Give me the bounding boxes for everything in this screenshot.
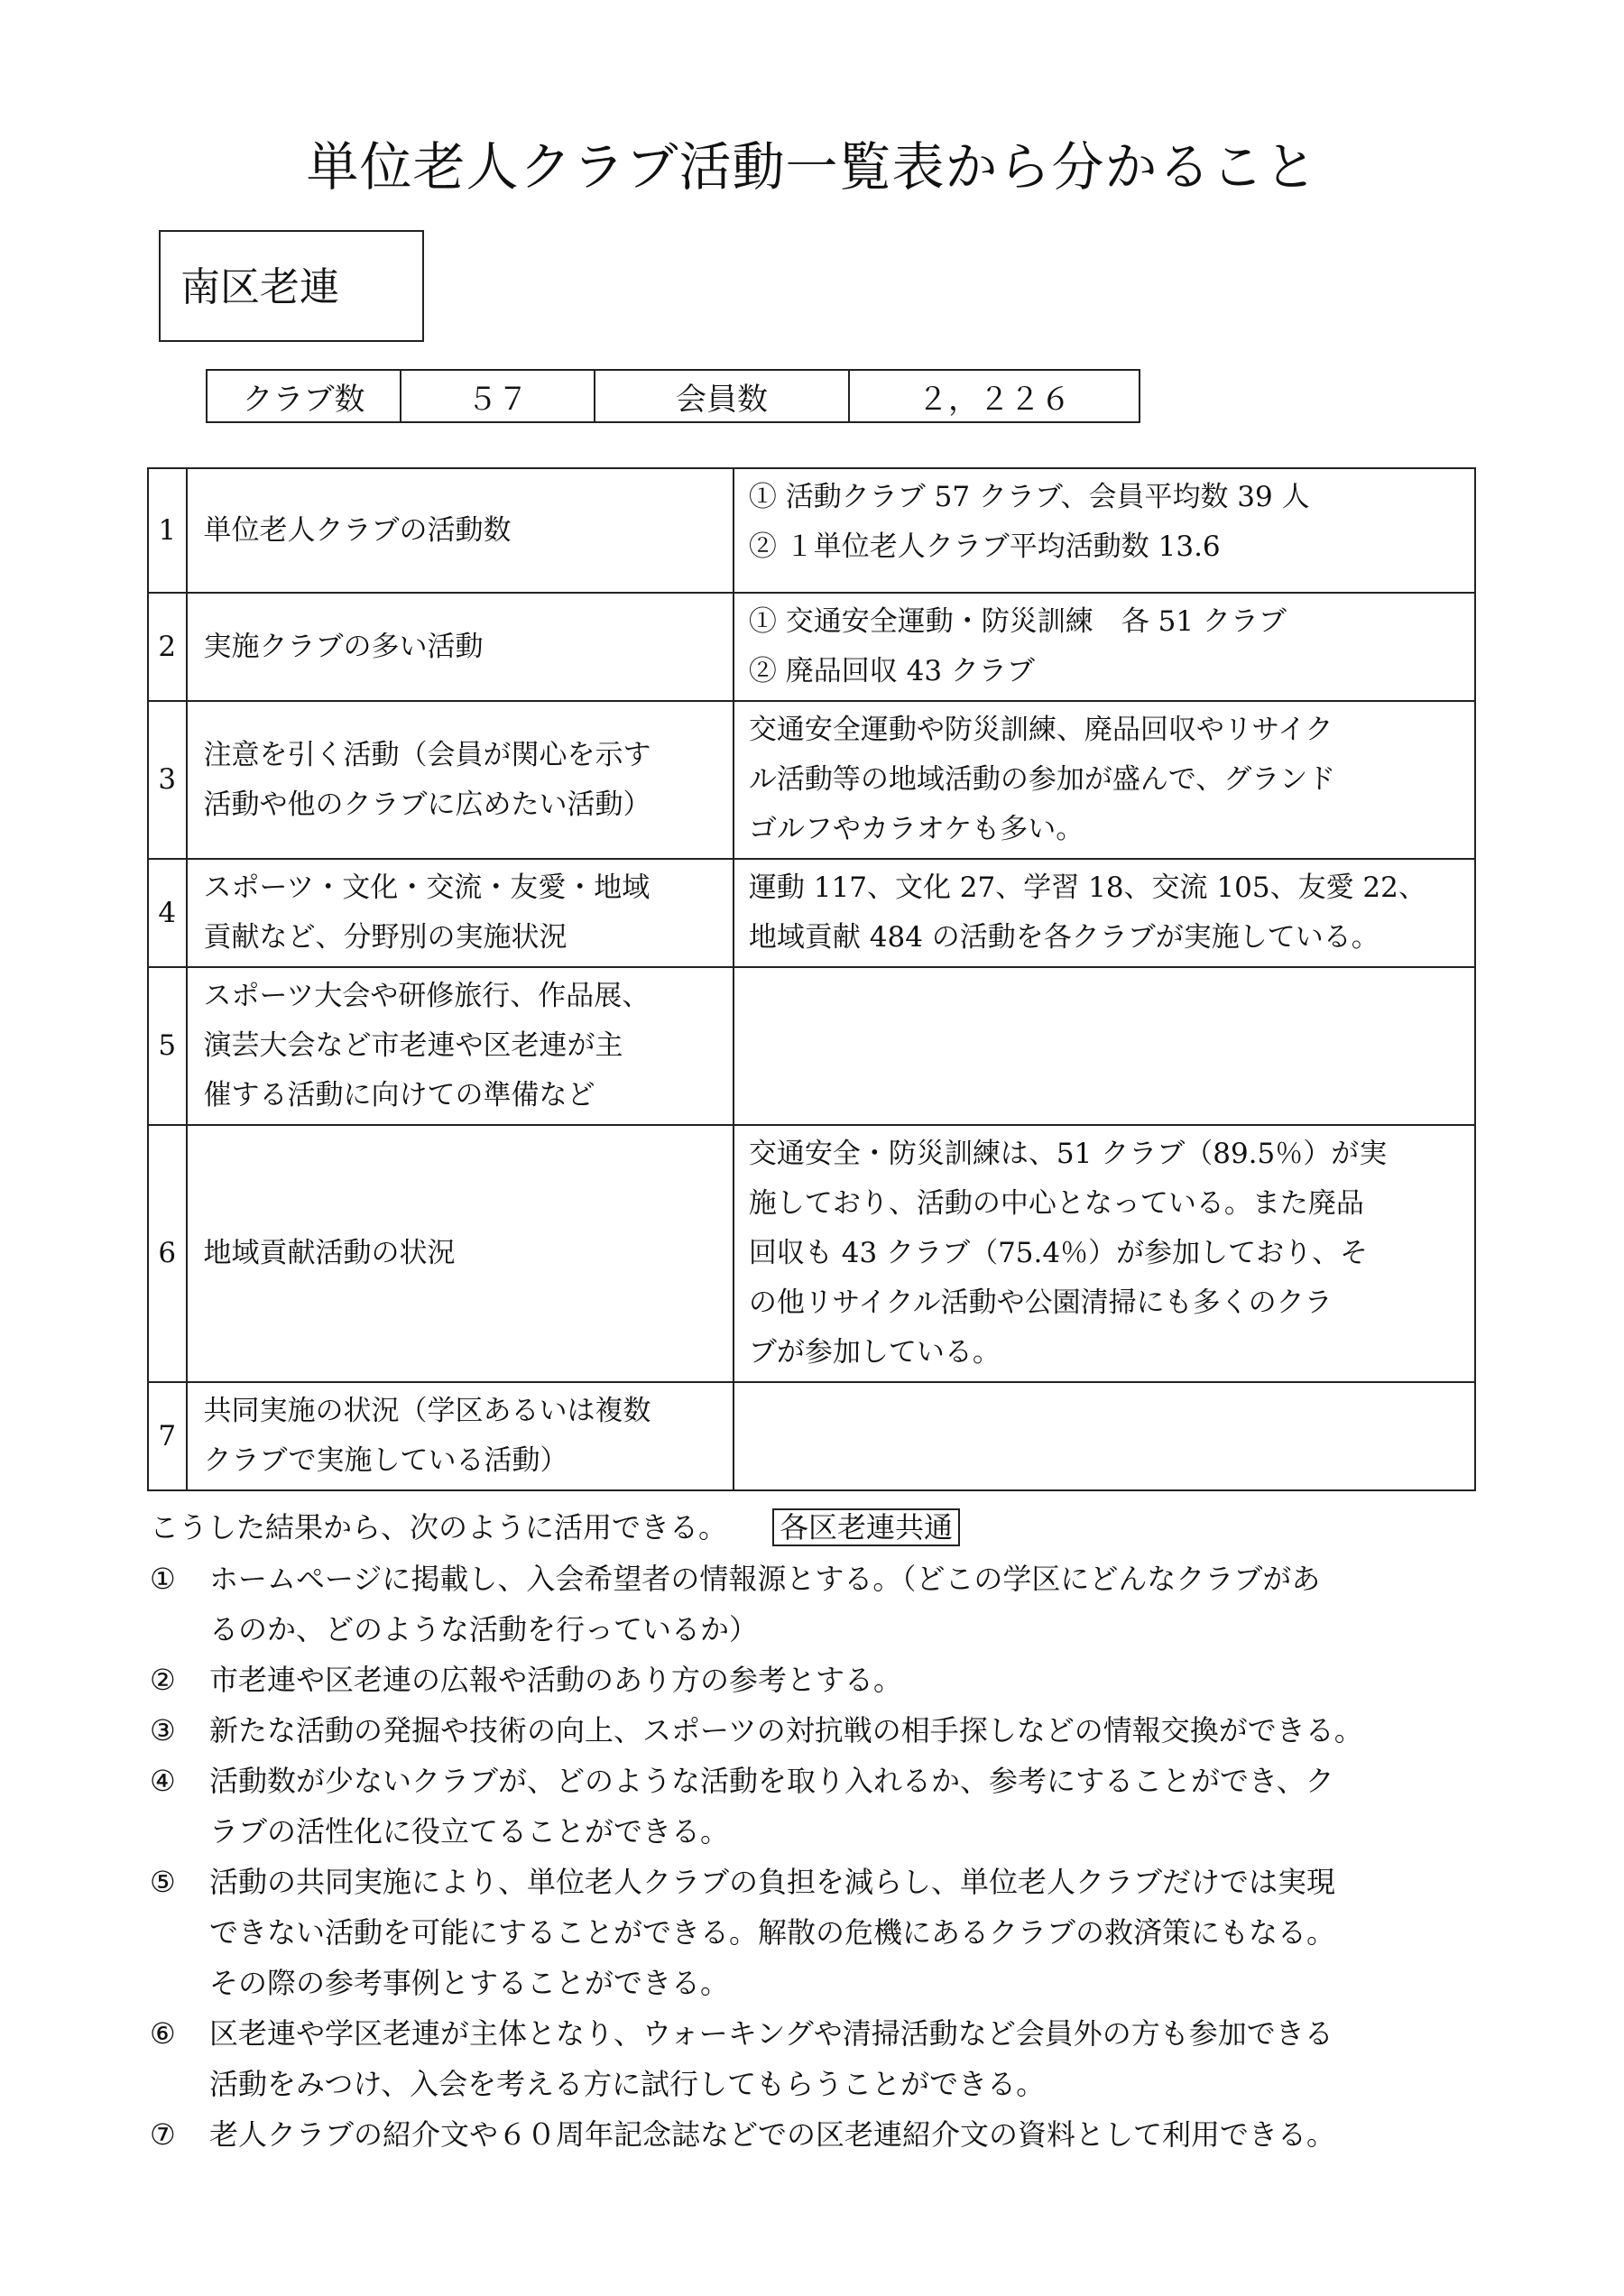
row-item-line: 貢献など、分野別の実施状況 <box>203 921 567 954</box>
list-item <box>150 1756 1494 1857</box>
list-item-text <box>209 2109 1494 2160</box>
list-item-marker: ⑤ <box>150 1865 176 1899</box>
list-item <box>150 1857 1494 2008</box>
table-row <box>148 1125 1475 1382</box>
list-item-line: できない活動を可能にすることができる。解散の危機にあるクラブの救済策にもなる。 <box>209 1915 1336 1950</box>
row-item <box>187 701 734 859</box>
row-description-line: 施しており、活動の中心となっている。また廃品 <box>748 1187 1364 1220</box>
row-item <box>187 859 734 967</box>
findings-table-body <box>148 468 1475 1490</box>
row-description-line: ② 廃品回収 43 クラブ <box>748 655 1035 687</box>
list-item-text <box>209 2008 1494 2109</box>
list-item-marker: ② <box>150 1663 176 1697</box>
row-item-line: スポーツ大会や研修旅行、作品展、 <box>203 980 651 1012</box>
summary-table <box>206 369 1140 423</box>
list-item-line: 活動をみつけ、入会を考える方に試行してもらうことができる。 <box>209 2067 1046 2101</box>
list-item-line: 新たな活動の発掘や技術の向上、スポーツの対抗戦の相手探しなどの情報交換ができる。 <box>209 1713 1363 1747</box>
table-row <box>148 701 1475 859</box>
list-item-line: るのか、どのような活動を行っているか） <box>209 1612 759 1646</box>
row-description <box>734 967 1475 1125</box>
row-number: 5 <box>148 967 187 1125</box>
row-description <box>734 1125 1475 1382</box>
list-item <box>150 1554 1494 1655</box>
row-item-line: 地域貢献活動の状況 <box>203 1237 456 1269</box>
row-item-line: 演芸大会など市老連や区老連が主 <box>203 1029 623 1062</box>
row-description <box>734 593 1475 701</box>
table-row <box>148 967 1475 1125</box>
list-item-line: ラブの活性化に役立てることができる。 <box>209 1814 730 1849</box>
row-description-line: ブが参加している。 <box>748 1336 1001 1369</box>
row-description <box>734 468 1475 593</box>
usage-list <box>150 1554 1494 2160</box>
list-item-marker: ⑥ <box>150 2016 176 2051</box>
row-description-line: ゴルフやカラオケも多い。 <box>748 813 1084 845</box>
row-number: 2 <box>148 593 187 701</box>
row-item-line: スポーツ・文化・交流・友愛・地域 <box>203 871 651 904</box>
row-item-line: 催する活動に向けての準備など <box>203 1079 595 1111</box>
list-item-marker: ⑦ <box>150 2117 176 2152</box>
row-number: 7 <box>148 1382 187 1490</box>
list-item-marker: ① <box>150 1562 176 1596</box>
usage-intro-line <box>150 1505 960 1550</box>
row-description-line: の他リサイクル活動や公園清掃にも多くのクラ <box>748 1286 1333 1319</box>
row-item <box>187 1125 734 1382</box>
table-row <box>148 593 1475 701</box>
row-item-line: 活動や他のクラブに広めたい活動） <box>203 788 651 821</box>
club-count-label: クラブ数 <box>207 370 401 422</box>
findings-table <box>147 467 1476 1491</box>
row-description-line: 地域貢献 484 の活動を各クラブが実施している。 <box>748 921 1379 954</box>
row-item-line: 共同実施の状況（学区あるいは複数 <box>203 1395 651 1427</box>
table-row <box>148 1382 1475 1490</box>
list-item <box>150 2008 1494 2109</box>
row-description-line: 回収も 43 クラブ（75.4％）が参加しており、そ <box>748 1237 1369 1269</box>
row-description-line: 運動 117、文化 27、学習 18、交流 105、友愛 22、 <box>748 871 1426 904</box>
common-tag: 各区老連共通 <box>772 1508 960 1546</box>
row-item <box>187 468 734 593</box>
list-item-marker: ④ <box>150 1764 176 1798</box>
row-description <box>734 859 1475 967</box>
row-item-line: 単位老人クラブの活動数 <box>203 513 512 547</box>
row-description-line: 交通安全・防災訓練は、51 クラブ（89.5％）が実 <box>748 1138 1388 1170</box>
list-item-line: 活動数が少ないクラブが、どのような活動を取り入れるか、参考にすることができ、ク <box>209 1764 1334 1798</box>
row-description <box>734 1382 1475 1490</box>
row-item-line: クラブで実施している活動） <box>203 1444 568 1477</box>
row-description <box>734 701 1475 859</box>
club-count-value: ５７ <box>401 370 595 422</box>
row-number: 3 <box>148 701 187 859</box>
usage-intro: こうした結果から、次のように活用できる。 <box>150 1510 728 1544</box>
row-description-line: ② １単位老人クラブ平均活動数 13.6 <box>748 530 1221 563</box>
page-title: 単位老人クラブ活動一覧表から分かること <box>306 136 1318 198</box>
row-item <box>187 593 734 701</box>
list-item-line: ホームページに掲載し、入会希望者の情報源とする。（どこの学区にどんなクラブがあ <box>209 1562 1321 1596</box>
row-item <box>187 967 734 1125</box>
list-item-text <box>209 1756 1494 1857</box>
row-number: 1 <box>148 468 187 593</box>
list-item-line: 市老連や区老連の広報や活動のあり方の参考とする。 <box>209 1663 903 1697</box>
list-item-text <box>209 1655 1494 1705</box>
list-item-text <box>209 1705 1494 1756</box>
list-item-line: 老人クラブの紹介文や６０周年記念誌などでの区老連紹介文の資料として利用できる。 <box>209 2117 1336 2152</box>
list-item <box>150 1705 1494 1756</box>
row-number: 4 <box>148 859 187 967</box>
list-item-marker: ③ <box>150 1713 176 1747</box>
district-label: 南区老連 <box>159 230 424 342</box>
member-count-value: ２，２２６ <box>849 370 1140 422</box>
row-item-line: 実施クラブの多い活動 <box>203 630 484 663</box>
table-row <box>148 859 1475 967</box>
list-item <box>150 2109 1494 2160</box>
list-item-text <box>209 1554 1494 1655</box>
row-description-line: 交通安全運動や防災訓練、廃品回収やリサイク <box>748 714 1333 746</box>
member-count-label: 会員数 <box>595 370 849 422</box>
list-item-line: その際の参考事例とすることができる。 <box>209 1966 730 2000</box>
row-item <box>187 1382 734 1490</box>
list-item-line: 活動の共同実施により、単位老人クラブの負担を減らし、単位老人クラブだけでは実現 <box>209 1865 1336 1899</box>
list-item-text <box>209 1857 1494 2008</box>
list-item <box>150 1655 1494 1705</box>
table-row <box>148 468 1475 593</box>
row-description-line: ル活動等の地域活動の参加が盛んで、グランド <box>748 763 1336 796</box>
row-item-line: 注意を引く活動（会員が関心を示す <box>203 738 651 771</box>
row-description-line: ① 活動クラブ 57 クラブ、会員平均数 39 人 <box>748 481 1310 513</box>
summary-row <box>207 370 1140 422</box>
row-number: 6 <box>148 1125 187 1382</box>
list-item-line: 区老連や学区老連が主体となり、ウォーキングや清掃活動など会員外の方も参加できる <box>209 2016 1333 2051</box>
row-description-line: ① 交通安全運動・防災訓練 各 51 クラブ <box>748 605 1287 638</box>
